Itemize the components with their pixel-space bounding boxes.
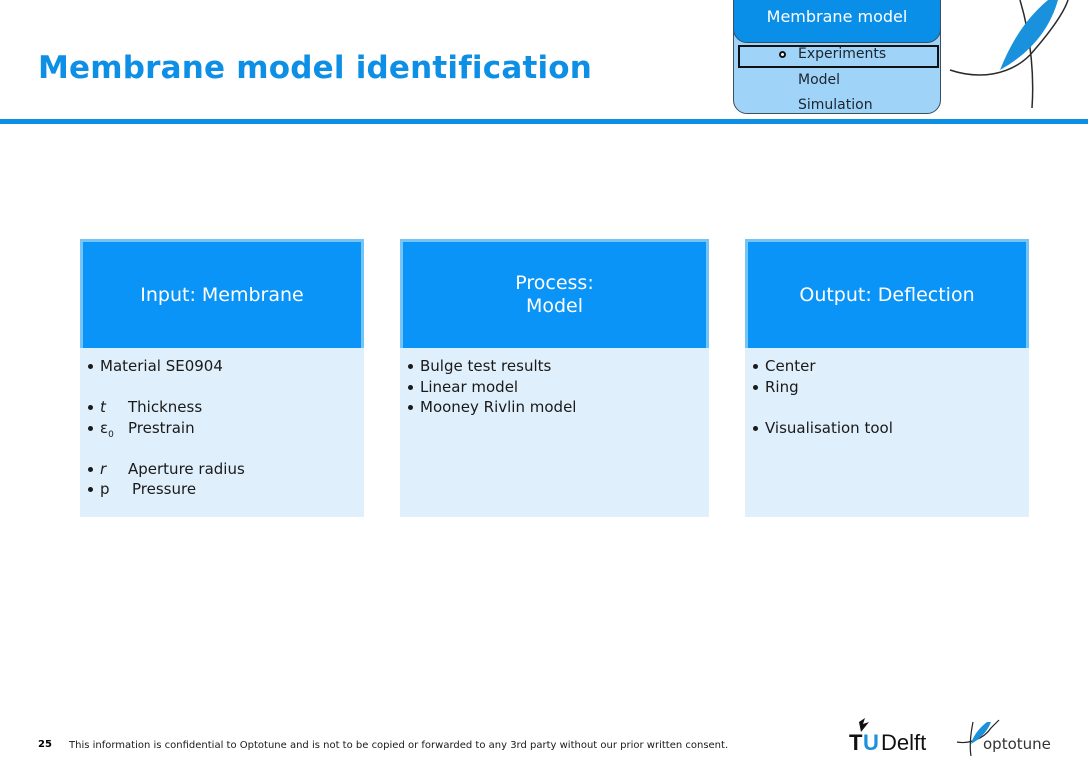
list-spacer [80, 438, 364, 459]
bullet-icon [408, 385, 413, 390]
panel-output-list [745, 356, 1029, 438]
panel-output-heading-text: Output: Deflection [799, 283, 975, 306]
subscript: 0 [108, 429, 114, 440]
panel-output [745, 239, 1029, 517]
slide-title: Membrane model identification [38, 50, 593, 86]
optotune-arc-decoration [940, 0, 1088, 120]
item-text: Linear model [420, 377, 519, 396]
active-bullet-icon [779, 51, 786, 58]
nav-item-simulation[interactable]: Simulation [798, 97, 873, 113]
svg-text:Delft: Delft [881, 730, 927, 754]
panel-process [400, 239, 709, 517]
bullet-icon [408, 364, 413, 369]
epsilon-symbol: ε [100, 418, 109, 437]
panel-process-heading-line1: Process: [515, 272, 594, 294]
list-item [80, 479, 364, 500]
item-text: Pressure [132, 480, 197, 498]
item-text: Center [765, 357, 816, 375]
bullet-icon [88, 405, 93, 410]
bullet-icon [753, 385, 758, 390]
panel-process-list [400, 356, 709, 418]
list-item [80, 397, 364, 418]
list-item [745, 356, 1029, 377]
page-number: 25 [38, 739, 52, 750]
list-item [400, 397, 709, 418]
item-symbol: r [100, 459, 107, 478]
item-text: Prestrain [128, 418, 195, 437]
optotune-logo [953, 718, 1063, 758]
tudelft-logo [849, 718, 939, 754]
panel-process-heading-line2: Model [525, 295, 584, 317]
item-text: Ring [765, 377, 799, 396]
bullet-icon [88, 467, 93, 472]
nav-item-experiments[interactable]: Experiments [798, 46, 887, 62]
bullet-icon [88, 426, 93, 431]
panel-input-list [80, 356, 364, 500]
list-item [400, 356, 709, 377]
svg-text:U: U [863, 730, 879, 754]
item-text: Thickness [128, 398, 203, 416]
bullet-icon [88, 487, 93, 492]
item-text: Visualisation tool [765, 418, 893, 437]
list-item [80, 459, 364, 480]
nav-header-label: Membrane model [766, 7, 908, 26]
svg-text:T: T [849, 730, 863, 754]
bullet-icon [753, 426, 758, 431]
list-item [400, 377, 709, 398]
item-text: Aperture radius [128, 459, 245, 478]
title-divider [0, 119, 1088, 124]
nav-item-model[interactable]: Model [798, 72, 841, 88]
item-text: Bulge test results [420, 357, 552, 375]
panel-input-heading-text: Input: Membrane [140, 283, 304, 306]
panel-process-heading [400, 239, 709, 348]
item-text: Mooney Rivlin model [420, 398, 577, 416]
bullet-icon [88, 364, 93, 369]
panel-input-heading [80, 239, 364, 348]
bullet-icon [408, 405, 413, 410]
panel-output-heading [745, 239, 1029, 348]
list-item [80, 356, 364, 377]
list-spacer [80, 377, 364, 398]
list-item [745, 418, 1029, 439]
list-item [745, 377, 1029, 398]
bullet-icon [753, 364, 758, 369]
list-spacer [745, 397, 1029, 418]
confidentiality-notice: This information is confidential to Optotune and is not to be copied or forwarded to any 3rd party without our prior written consent. [69, 740, 729, 751]
item-symbol: p [100, 480, 110, 498]
item-symbol: t [100, 398, 106, 416]
svg-text:optotune: optotune [983, 735, 1051, 753]
list-item [80, 418, 364, 439]
panel-input [80, 239, 364, 517]
item-text: Material SE0904 [100, 357, 223, 375]
